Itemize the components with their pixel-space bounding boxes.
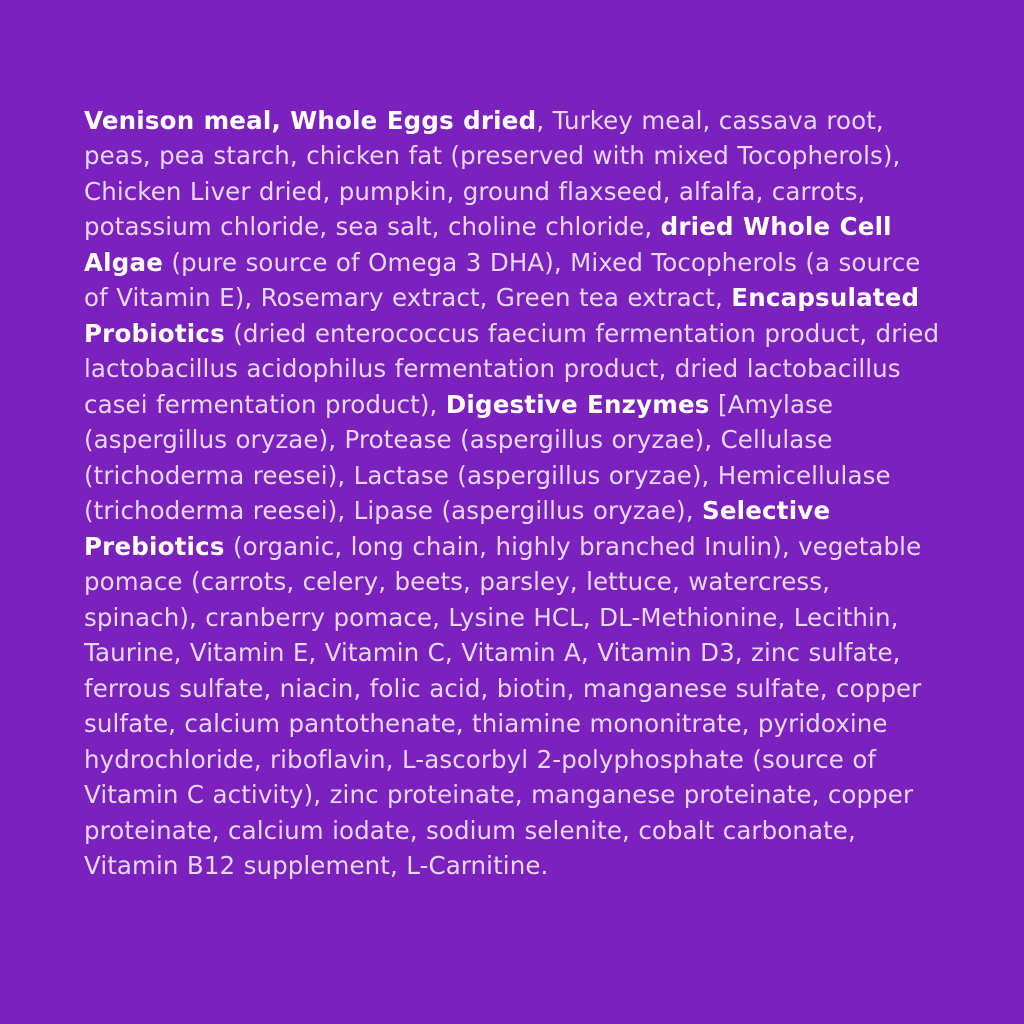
ingredient-run: (pure source of Omega 3 DHA), Mixed Tocopherols (a source of Vitamin E), Rosemary extract, Green tea extract, <box>84 247 921 312</box>
ingredient-highlight: Digestive Enzymes <box>445 389 710 419</box>
ingredient-highlight: Encapsulated Probiotics <box>84 283 920 348</box>
ingredient-highlight: Venison meal, Whole Eggs dried <box>84 105 537 135</box>
ingredient-run: (organic, long chain, highly branched Inulin), vegetable pomace (carrots, celery, beets, parsley, lettuce, watercress, spinach), cranberry pomace, Lysine HCL, DL-Methionine, Lecithin, Taurine, Vitamin E, Vitamin C, Vitamin A, Vitamin D3, zinc sulfate, ferrous sulfate, niacin, folic acid, biotin, manganese sulfate, copper sulfate, calcium pantothenate, thiamine mononitrate, pyridoxine hydrochloride, riboflavin, L-ascorbyl 2-polyphosphate (source of Vitamin C activity), zinc proteinate, manganese proteinate, copper proteinate, calcium iodate, sodium selenite, cobalt carbonate, Vitamin B12 supplement, L-Carnitine. <box>84 531 922 880</box>
ingredients-text <box>84 103 940 884</box>
ingredient-run: , Turkey meal, cassava root, peas, pea starch, chicken fat (preserved with mixed Tocopherols), Chicken Liver dried, pumpkin, ground flaxseed, alfalfa, carrots, potassium chloride, sea salt, choline chloride, <box>84 105 901 241</box>
ingredient-run: [Amylase (aspergillus oryzae), Protease (aspergillus oryzae), Cellulase (trichoderma reesei), Lactase (aspergillus oryzae), Hemicellulase (trichoderma reesei), Lipase (aspergillus oryzae), <box>84 389 891 525</box>
ingredient-highlight: Selective Prebiotics <box>84 496 831 561</box>
ingredient-highlight: dried Whole Cell Algae <box>84 212 892 277</box>
ingredient-run: (dried enterococcus faecium fermentation product, dried lactobacillus acidophilus fermentation product, dried lactobacillus casei fermentation product), <box>84 318 940 419</box>
